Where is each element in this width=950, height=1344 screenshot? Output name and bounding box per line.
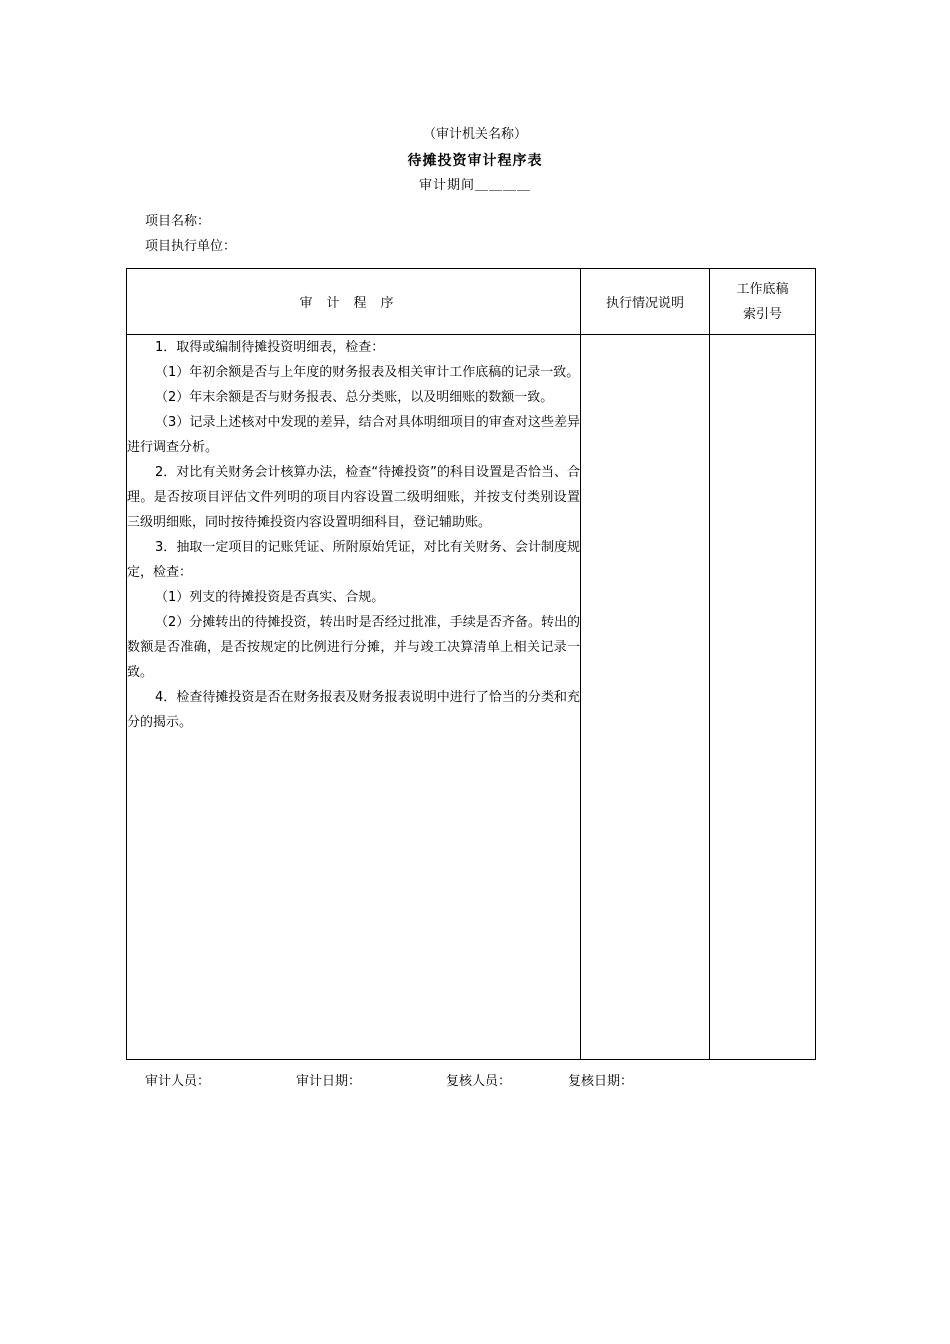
procedure-item: 2．对比有关财务会计核算办法，检查“待摊投资”的科目设置是否恰当、合理。是否按项目评估文件列明的项目内容设置二级明细账，并按支付类别设置三级明细账，同时按待摊投资内容设置明细科目，登记辅助账。 — [127, 465, 580, 530]
procedure-item: （3）记录上述核对中发现的差异，结合对具体明细项目的审查对这些差异进行调查分析。 — [127, 415, 580, 455]
reviewer-label: 复核人员： — [446, 1074, 512, 1089]
procedure-item: 4．检查待摊投资是否在财务报表及财务报表说明中进行了恰当的分类和充分的揭示。 — [127, 690, 580, 730]
review-date-label: 复核日期： — [568, 1074, 634, 1089]
auditor-label: 审计人员： — [145, 1074, 211, 1089]
header-workpaper-line1: 工作底稿 — [736, 281, 789, 297]
audit-date-label: 审计日期： — [296, 1074, 362, 1089]
procedure-item: （2）分摊转出的待摊投资，转出时是否经过批准，手续是否齐备。转出的数额是否准确，是否按规定的比例进行分摊，并与竣工决算清单上相关记录一致。 — [127, 615, 580, 680]
header-workpaper-index — [710, 269, 816, 335]
project-name-label: 项目名称： — [145, 214, 211, 229]
procedure-item: 1．取得或编制待摊投资明细表，检查： — [155, 340, 385, 355]
procedure-item: （1）年初余额是否与上年度的财务报表及相关审计工作底稿的记录一致。 — [155, 365, 580, 380]
audit-org-name: （审计机关名称） — [422, 127, 527, 142]
execution-notes-cell[interactable] — [581, 335, 710, 1060]
header-workpaper-line2: 索引号 — [742, 306, 782, 322]
procedure-cell — [127, 335, 581, 1060]
procedure-item: 3．抽取一定项目的记账凭证、所附原始凭证，对比有关财务、会计制度规定，检查： — [127, 540, 580, 580]
audit-period: 审计期间＿＿＿＿ — [418, 178, 531, 193]
header-execution-notes: 执行情况说明 — [581, 269, 710, 335]
table-header-row — [127, 269, 816, 335]
project-exec-unit-label: 项目执行单位： — [145, 239, 237, 254]
header-audit-procedure: 审计程序 — [127, 269, 581, 335]
table-body-row — [127, 335, 816, 1060]
document-title: 待摊投资审计程序表 — [407, 153, 543, 169]
procedure-item: （2）年末余额是否与财务报表、总分类账，以及明细账的数额一致。 — [155, 390, 554, 405]
workpaper-index-cell[interactable] — [710, 335, 816, 1060]
procedure-item: （1）列支的待摊投资是否真实、合规。 — [155, 590, 385, 605]
audit-program-table — [126, 268, 816, 1060]
